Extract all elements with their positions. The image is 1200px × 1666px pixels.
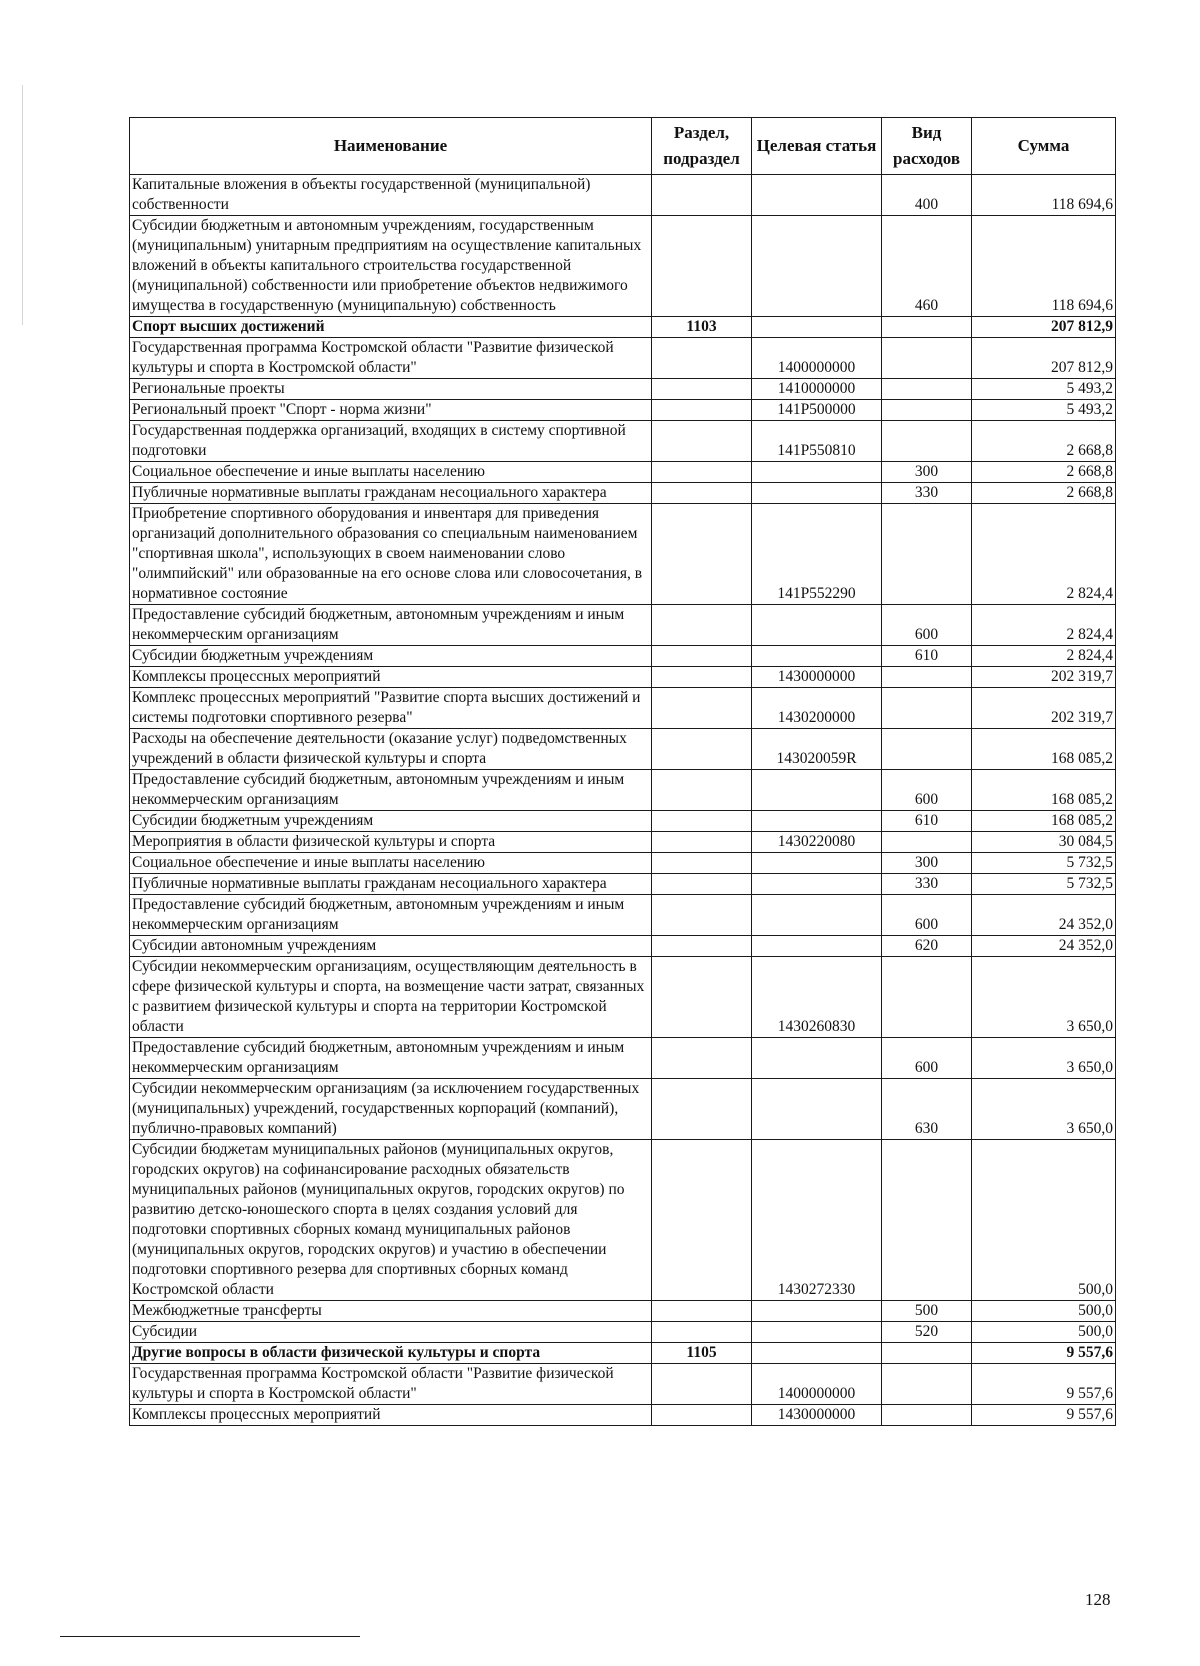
cell-section — [652, 646, 752, 667]
cell-kind — [882, 504, 972, 605]
cell-name: Субсидии бюджетам муниципальных районов (муниципальных округов, городских округов) на софинансирование расходных обязательств муниципальных районов (муниципальных округов, городских округов) по развитию детско-юношеского спорта в целях создания условий для подготовки спортивных сборных команд муниципальных районов (муниципальных округов, городских округов) и участию в обеспечении подготовки спортивного резерва для спортивных сборных команд Костромской области — [130, 1140, 652, 1301]
cell-sum: 5 732,5 — [972, 874, 1116, 895]
cell-article: 1430220080 — [752, 832, 882, 853]
cell-kind — [882, 1405, 972, 1426]
cell-article — [752, 216, 882, 317]
cell-section — [652, 895, 752, 936]
cell-name: Государственная программа Костромской области "Развитие физической культуры и спорта в Костромской области" — [130, 338, 652, 379]
cell-article — [752, 853, 882, 874]
table-row — [130, 421, 1116, 462]
cell-article — [752, 1038, 882, 1079]
table-row — [130, 874, 1116, 895]
cell-section — [652, 504, 752, 605]
cell-article — [752, 1301, 882, 1322]
table-row — [130, 175, 1116, 216]
header-kind: Вид расходов — [882, 118, 972, 175]
cell-sum: 2 824,4 — [972, 646, 1116, 667]
table-row — [130, 770, 1116, 811]
footnote-rule — [60, 1636, 360, 1637]
cell-name: Государственная поддержка организаций, входящих в систему спортивной подготовки — [130, 421, 652, 462]
table-row — [130, 400, 1116, 421]
cell-kind: 610 — [882, 646, 972, 667]
cell-kind — [882, 957, 972, 1038]
cell-article — [752, 936, 882, 957]
cell-section — [652, 936, 752, 957]
cell-article — [752, 1322, 882, 1343]
cell-name: Межбюджетные трансферты — [130, 1301, 652, 1322]
cell-article: 141P550810 — [752, 421, 882, 462]
cell-section — [652, 1038, 752, 1079]
cell-section — [652, 338, 752, 379]
cell-sum: 118 694,6 — [972, 175, 1116, 216]
cell-sum: 24 352,0 — [972, 895, 1116, 936]
cell-name: Комплексы процессных мероприятий — [130, 1405, 652, 1426]
table-row — [130, 605, 1116, 646]
cell-name: Предоставление субсидий бюджетным, автономным учреждениям и иным некоммерческим организациям — [130, 895, 652, 936]
header-sum: Сумма — [972, 118, 1116, 175]
cell-sum: 2 824,4 — [972, 504, 1116, 605]
cell-article — [752, 175, 882, 216]
cell-name: Региональные проекты — [130, 379, 652, 400]
cell-kind — [882, 1364, 972, 1405]
cell-article: 1430260830 — [752, 957, 882, 1038]
header-row — [130, 118, 1116, 175]
cell-article — [752, 1343, 882, 1364]
cell-kind: 300 — [882, 462, 972, 483]
cell-sum: 24 352,0 — [972, 936, 1116, 957]
table-row — [130, 853, 1116, 874]
cell-sum: 2 824,4 — [972, 605, 1116, 646]
cell-section — [652, 400, 752, 421]
cell-name: Мероприятия в области физической культуры и спорта — [130, 832, 652, 853]
cell-kind — [882, 1343, 972, 1364]
cell-kind: 620 — [882, 936, 972, 957]
table-row — [130, 317, 1116, 338]
cell-kind: 300 — [882, 853, 972, 874]
cell-kind — [882, 832, 972, 853]
cell-kind: 600 — [882, 895, 972, 936]
cell-name: Комплексы процессных мероприятий — [130, 667, 652, 688]
cell-sum: 5 732,5 — [972, 853, 1116, 874]
cell-section — [652, 729, 752, 770]
scan-edge-mark — [22, 85, 23, 325]
cell-article — [752, 483, 882, 504]
cell-article — [752, 895, 882, 936]
cell-sum: 168 085,2 — [972, 811, 1116, 832]
cell-article: 1430000000 — [752, 667, 882, 688]
cell-sum: 207 812,9 — [972, 317, 1116, 338]
cell-sum: 500,0 — [972, 1322, 1116, 1343]
cell-kind: 330 — [882, 483, 972, 504]
cell-section — [652, 216, 752, 317]
cell-name: Капитальные вложения в объекты государственной (муниципальной) собственности — [130, 175, 652, 216]
cell-article — [752, 1079, 882, 1140]
cell-section — [652, 483, 752, 504]
cell-sum: 168 085,2 — [972, 770, 1116, 811]
table-row — [130, 216, 1116, 317]
cell-section — [652, 957, 752, 1038]
table-row — [130, 667, 1116, 688]
table-row — [130, 957, 1116, 1038]
cell-article — [752, 874, 882, 895]
cell-kind: 500 — [882, 1301, 972, 1322]
cell-name: Субсидии некоммерческим организациям, осуществляющим деятельность в сфере физической культуры и спорта, на возмещение части затрат, связанных с развитием физической культуры и спорта на территории Костромской области — [130, 957, 652, 1038]
cell-sum: 30 084,5 — [972, 832, 1116, 853]
cell-kind — [882, 338, 972, 379]
cell-kind — [882, 421, 972, 462]
cell-section — [652, 832, 752, 853]
table-row — [130, 462, 1116, 483]
cell-name: Субсидии автономным учреждениям — [130, 936, 652, 957]
cell-article: 143020059R — [752, 729, 882, 770]
cell-name: Спорт высших достижений — [130, 317, 652, 338]
header-article: Целевая статья — [752, 118, 882, 175]
cell-kind — [882, 1140, 972, 1301]
cell-name: Публичные нормативные выплаты гражданам несоциального характера — [130, 874, 652, 895]
cell-name: Публичные нормативные выплаты гражданам несоциального характера — [130, 483, 652, 504]
cell-kind — [882, 317, 972, 338]
cell-sum: 3 650,0 — [972, 1038, 1116, 1079]
cell-name: Предоставление субсидий бюджетным, автономным учреждениям и иным некоммерческим организациям — [130, 1038, 652, 1079]
cell-article: 1400000000 — [752, 1364, 882, 1405]
cell-article — [752, 317, 882, 338]
table-row — [130, 1301, 1116, 1322]
cell-article: 1410000000 — [752, 379, 882, 400]
cell-article: 1400000000 — [752, 338, 882, 379]
cell-kind: 630 — [882, 1079, 972, 1140]
cell-sum: 5 493,2 — [972, 379, 1116, 400]
cell-article: 141P552290 — [752, 504, 882, 605]
cell-article — [752, 605, 882, 646]
cell-article: 1430200000 — [752, 688, 882, 729]
cell-kind: 460 — [882, 216, 972, 317]
cell-kind: 400 — [882, 175, 972, 216]
cell-kind: 600 — [882, 1038, 972, 1079]
table-row — [130, 936, 1116, 957]
cell-article — [752, 770, 882, 811]
cell-section — [652, 379, 752, 400]
cell-section — [652, 1405, 752, 1426]
cell-sum: 3 650,0 — [972, 1079, 1116, 1140]
cell-name: Комплекс процессных мероприятий "Развитие спорта высших достижений и системы подготовки спортивного резерва" — [130, 688, 652, 729]
table-row — [130, 1343, 1116, 1364]
table-row — [130, 379, 1116, 400]
cell-name: Расходы на обеспечение деятельности (оказание услуг) подведомственных учреждений в области физической культуры и спорта — [130, 729, 652, 770]
table-row — [130, 1140, 1116, 1301]
cell-sum: 9 557,6 — [972, 1364, 1116, 1405]
cell-sum: 5 493,2 — [972, 400, 1116, 421]
cell-section: 1105 — [652, 1343, 752, 1364]
cell-kind — [882, 729, 972, 770]
table-row — [130, 1038, 1116, 1079]
cell-kind — [882, 379, 972, 400]
cell-kind: 600 — [882, 770, 972, 811]
cell-sum: 3 650,0 — [972, 957, 1116, 1038]
cell-section — [652, 605, 752, 646]
cell-kind: 610 — [882, 811, 972, 832]
cell-section — [652, 1364, 752, 1405]
cell-kind — [882, 400, 972, 421]
budget-table — [129, 117, 1116, 1426]
cell-kind: 600 — [882, 605, 972, 646]
cell-name: Социальное обеспечение и иные выплаты населению — [130, 462, 652, 483]
cell-name: Другие вопросы в области физической культуры и спорта — [130, 1343, 652, 1364]
cell-section: 1103 — [652, 317, 752, 338]
table-row — [130, 504, 1116, 605]
table-row — [130, 646, 1116, 667]
cell-sum: 202 319,7 — [972, 688, 1116, 729]
cell-article — [752, 646, 882, 667]
cell-name: Субсидии некоммерческим организациям (за исключением государственных (муниципальных) учреждений, государственных корпораций (компаний), публично-правовых компаний) — [130, 1079, 652, 1140]
cell-section — [652, 1079, 752, 1140]
cell-article: 1430000000 — [752, 1405, 882, 1426]
cell-sum: 9 557,6 — [972, 1405, 1116, 1426]
table-row — [130, 1079, 1116, 1140]
cell-name: Субсидии — [130, 1322, 652, 1343]
cell-sum: 168 085,2 — [972, 729, 1116, 770]
cell-section — [652, 770, 752, 811]
table-row — [130, 483, 1116, 504]
cell-name: Приобретение спортивного оборудования и инвентаря для приведения организаций дополнительного образования со специальным наименованием "спортивная школа", использующих в своем наименовании слово "олимпийский" или образованные на его основе слова или словосочетания, в нормативное состояние — [130, 504, 652, 605]
cell-sum: 500,0 — [972, 1140, 1116, 1301]
cell-sum: 202 319,7 — [972, 667, 1116, 688]
cell-section — [652, 1140, 752, 1301]
cell-sum: 2 668,8 — [972, 483, 1116, 504]
cell-section — [652, 1301, 752, 1322]
cell-sum: 2 668,8 — [972, 421, 1116, 462]
cell-name: Предоставление субсидий бюджетным, автономным учреждениям и иным некоммерческим организациям — [130, 770, 652, 811]
table-row — [130, 1364, 1116, 1405]
table-row — [130, 832, 1116, 853]
cell-name: Социальное обеспечение и иные выплаты населению — [130, 853, 652, 874]
cell-name: Государственная программа Костромской области "Развитие физической культуры и спорта в Костромской области" — [130, 1364, 652, 1405]
cell-section — [652, 421, 752, 462]
table-header — [130, 118, 1116, 175]
table-row — [130, 1405, 1116, 1426]
cell-section — [652, 874, 752, 895]
cell-section — [652, 462, 752, 483]
table-row — [130, 895, 1116, 936]
cell-section — [652, 1322, 752, 1343]
cell-name: Субсидии бюджетным учреждениям — [130, 811, 652, 832]
cell-section — [652, 688, 752, 729]
cell-section — [652, 667, 752, 688]
cell-kind — [882, 667, 972, 688]
cell-sum: 9 557,6 — [972, 1343, 1116, 1364]
table-row — [130, 1322, 1116, 1343]
cell-name: Предоставление субсидий бюджетным, автономным учреждениям и иным некоммерческим организациям — [130, 605, 652, 646]
cell-section — [652, 811, 752, 832]
cell-kind: 520 — [882, 1322, 972, 1343]
header-name: Наименование — [130, 118, 652, 175]
cell-kind — [882, 688, 972, 729]
cell-sum: 118 694,6 — [972, 216, 1116, 317]
cell-section — [652, 175, 752, 216]
cell-article — [752, 462, 882, 483]
cell-sum: 500,0 — [972, 1301, 1116, 1322]
cell-article: 1430272330 — [752, 1140, 882, 1301]
table-body — [130, 175, 1116, 1426]
cell-article: 141P500000 — [752, 400, 882, 421]
table-row — [130, 688, 1116, 729]
cell-section — [652, 853, 752, 874]
cell-article — [752, 811, 882, 832]
cell-name: Региональный проект "Спорт - норма жизни" — [130, 400, 652, 421]
table-row — [130, 729, 1116, 770]
cell-name: Субсидии бюджетным учреждениям — [130, 646, 652, 667]
cell-kind: 330 — [882, 874, 972, 895]
table-row — [130, 338, 1116, 379]
page-number: 128 — [1085, 1590, 1111, 1609]
cell-sum: 207 812,9 — [972, 338, 1116, 379]
cell-name: Субсидии бюджетным и автономным учреждениям, государственным (муниципальным) унитарным предприятиям на осуществление капитальных вложений в объекты капитального строительства государственной (муниципальной) собственности или приобретение объектов недвижимого имущества в государственную (муниципальную) собственность — [130, 216, 652, 317]
cell-sum: 2 668,8 — [972, 462, 1116, 483]
header-section: Раздел, подраздел — [652, 118, 752, 175]
table-row — [130, 811, 1116, 832]
